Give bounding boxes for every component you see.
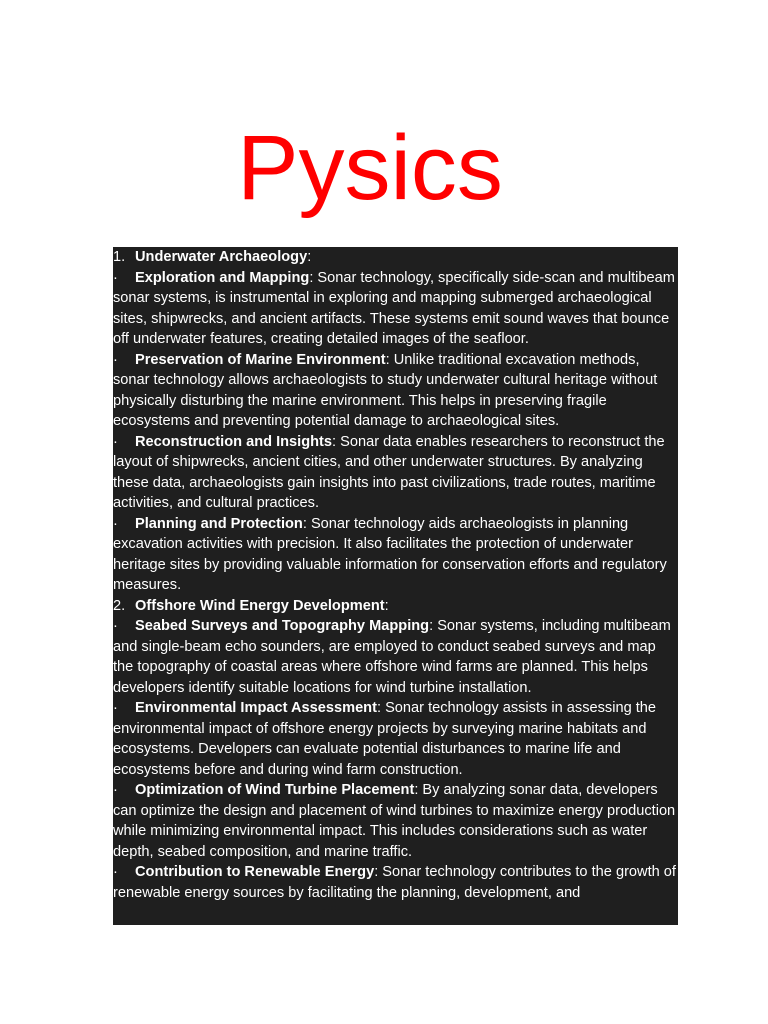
bullet-marker: · xyxy=(113,782,118,798)
section-heading: Offshore Wind Energy Development xyxy=(135,597,385,614)
bullet-marker: · xyxy=(113,351,118,368)
bullet-item xyxy=(113,514,678,596)
bullet-text: : Sonar data enables researchers to reconstruct the layout of shipwrecks, ancient cities, and other underwater structures. By analyzing these data, archaeologists gain insights into past civilizations, trade routes, maritime activities, and cultural practices. xyxy=(113,433,665,511)
bullet-text: : Sonar technology, specifically side-scan and multibeam sonar systems, is instrumental in exploring and mapping submerged archaeological sites, shipwrecks, and ancient artifacts. These systems emit sound waves that bounce off underwater features, creating detailed images of the seafloor. xyxy=(113,269,675,347)
page-title: Pysics xyxy=(237,117,503,219)
bullet-text: : Sonar technology aids archaeologists in planning excavation activities with precision. It also facilitates the protection of underwater heritage sites by providing valuable information for conservation efforts and regulatory measures. xyxy=(113,515,667,593)
bullet-marker: · xyxy=(113,515,118,532)
bullet-item xyxy=(113,862,678,903)
section-heading-suffix: : xyxy=(307,249,312,265)
bullet-item xyxy=(113,432,678,514)
bullet-heading: Optimization of Wind Turbine Placement xyxy=(135,782,415,798)
bullet-heading: Planning and Protection xyxy=(135,515,303,532)
bullet-marker: · xyxy=(113,700,118,716)
bullet-item xyxy=(113,268,678,350)
section-heading-row xyxy=(113,247,678,268)
bullet-marker: · xyxy=(113,269,118,286)
bullet-text: : Sonar systems, including multibeam and single-beam echo sounders, are employed to conduct seabed surveys and map the topography of coastal areas where offshore wind farms are planned. This helps developers identify suitable locations for wind turbine installation. xyxy=(113,618,671,696)
bullet-heading: Preservation of Marine Environment xyxy=(135,351,386,368)
bullet-item xyxy=(113,350,678,432)
section-heading-suffix: : xyxy=(384,597,389,614)
bullet-marker: · xyxy=(113,618,118,634)
bullet-text: : By analyzing sonar data, developers can optimize the design and placement of wind turbines to maximize energy production while minimizing environmental impact. This includes considerations such as water depth, seabed composition, and marine traffic. xyxy=(113,782,676,860)
bullet-heading: Contribution to Renewable Energy xyxy=(135,864,375,880)
bullet-heading: Seabed Surveys and Topography Mapping xyxy=(135,618,430,634)
section-number: 1. xyxy=(113,249,126,265)
bullet-marker: · xyxy=(113,433,118,450)
bullet-item xyxy=(113,698,678,780)
bullet-heading: Environmental Impact Assessment xyxy=(135,700,377,716)
content-panel xyxy=(113,247,678,925)
bullet-marker: · xyxy=(113,864,118,880)
bullet-text: : Sonar technology contributes to the growth of renewable energy sources by facilitating the planning, development, and xyxy=(113,864,676,901)
bullet-heading: Reconstruction and Insights xyxy=(135,433,333,450)
bullet-item xyxy=(113,616,678,698)
bullet-heading: Exploration and Mapping xyxy=(135,269,310,286)
bullet-text: : Sonar technology assists in assessing the environmental impact of offshore energy projects by surveying marine habitats and ecosystems. Developers can evaluate potential disturbances to marine life and ecosystems before and during wind farm construction. xyxy=(113,700,657,778)
section-heading: Underwater Archaeology xyxy=(135,249,308,265)
section-number: 2. xyxy=(113,597,126,614)
section-heading-row xyxy=(113,596,678,617)
bullet-item xyxy=(113,780,678,862)
bullet-text: : Unlike traditional excavation methods, sonar technology allows archaeologists to study underwater cultural heritage without physically disturbing the marine environment. This helps in preserving fragile ecosystems and preventing potential damage to archaeological sites. xyxy=(113,351,658,429)
